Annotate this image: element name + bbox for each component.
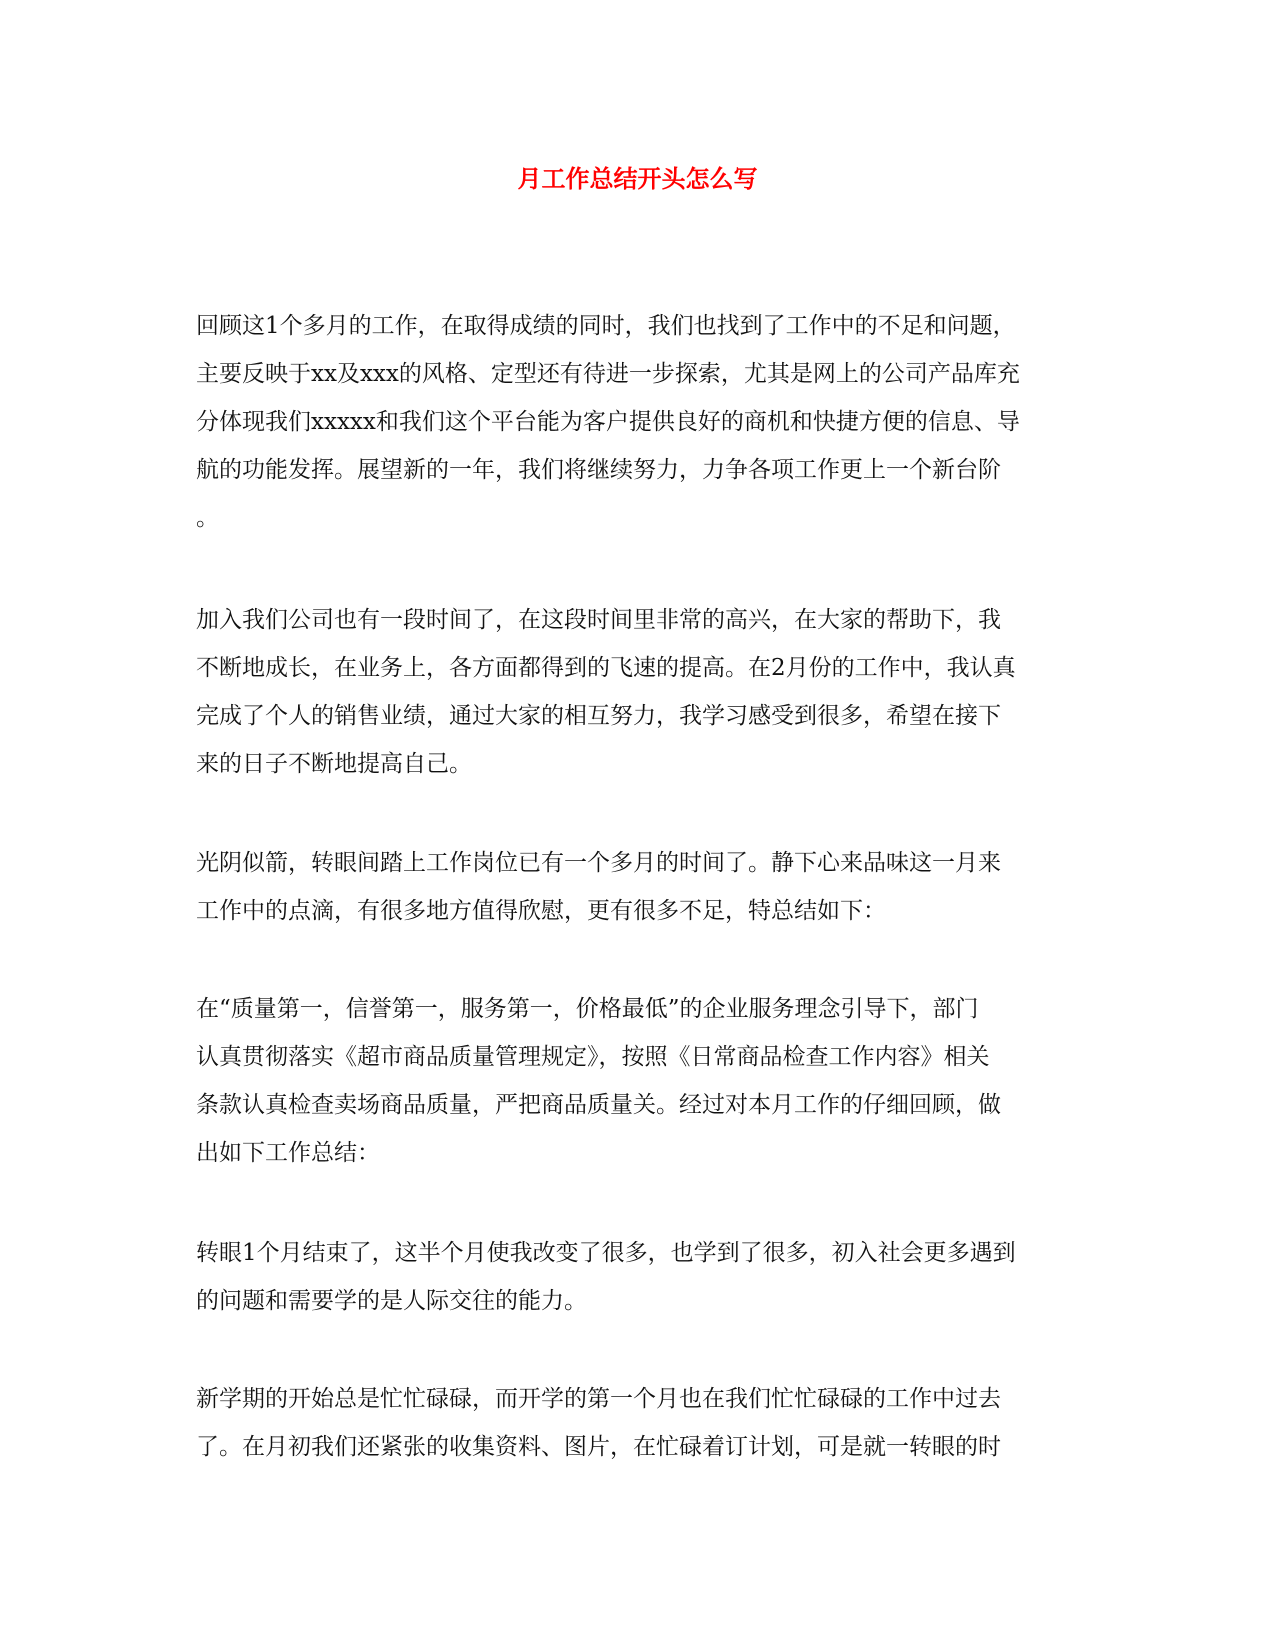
paragraph-line: 认真贯彻落实《超市商品质量管理规定》，按照《日常商品检查工作内容》相关 [196, 1044, 990, 1070]
document-title: 月工作总结开头怎么写 [517, 164, 758, 193]
paragraph-line: 不断地成长，在业务上，各方面都得到的飞速的提高。在2月份的工作中，我认真 [196, 655, 1016, 681]
paragraph-line: 工作中的点滴，有很多地方值得欣慰，更有很多不足，特总结如下： [196, 898, 886, 924]
paragraph-line: 转眼1个月结束了，这半个月使我改变了很多，也学到了很多，初入社会更多遇到 [196, 1240, 1016, 1266]
paragraph-line: 在“质量第一，信誉第一，服务第一，价格最低”的企业服务理念引导下，部门 [196, 996, 979, 1022]
paragraph-line: 的问题和需要学的是人际交往的能力。 [196, 1288, 587, 1314]
paragraph-line: 回顾这1个多月的工作，在取得成绩的同时，我们也找到了工作中的不足和问题， [196, 313, 1016, 339]
paragraph-line: 了。在月初我们还紧张的收集资料、图片，在忙碌着订计划，可是就一转眼的时 [196, 1434, 1001, 1460]
paragraph-4 [196, 985, 1084, 1177]
paragraph-2 [196, 596, 1084, 788]
paragraph-line: 主要反映于xx及xxx的风格、定型还有待进一步探索，尤其是网上的公司产品库充 [196, 361, 1020, 387]
paragraph-5 [196, 1229, 1084, 1325]
paragraph-line: 条款认真检查卖场商品质量，严把商品质量关。经过对本月工作的仔细回顾，做 [196, 1092, 1001, 1118]
paragraph-6 [196, 1375, 1084, 1471]
paragraph-line: 光阴似箭，转眼间踏上工作岗位已有一个多月的时间了。静下心来品味这一月来 [196, 850, 1001, 876]
paragraph-3 [196, 839, 1084, 935]
paragraph-line: 来的日子不断地提高自己。 [196, 751, 472, 777]
paragraph-line: 分体现我们xxxxx和我们这个平台能为客户提供良好的商机和快捷方便的信息、导 [196, 409, 1020, 435]
paragraph-line: 加入我们公司也有一段时间了，在这段时间里非常的高兴，在大家的帮助下，我 [196, 607, 1001, 633]
paragraph-line: 出如下工作总结： [196, 1140, 380, 1166]
paragraph-line: 航的功能发挥。展望新的一年，我们将继续努力，力争各项工作更上一个新台阶 [196, 457, 1001, 483]
paragraph-line: 新学期的开始总是忙忙碌碌，而开学的第一个月也在我们忙忙碌碌的工作中过去 [196, 1386, 1001, 1412]
paragraph-1 [196, 302, 1084, 542]
paragraph-line: 。 [196, 505, 219, 531]
paragraph-line: 完成了个人的销售业绩，通过大家的相互努力，我学习感受到很多，希望在接下 [196, 703, 1001, 729]
